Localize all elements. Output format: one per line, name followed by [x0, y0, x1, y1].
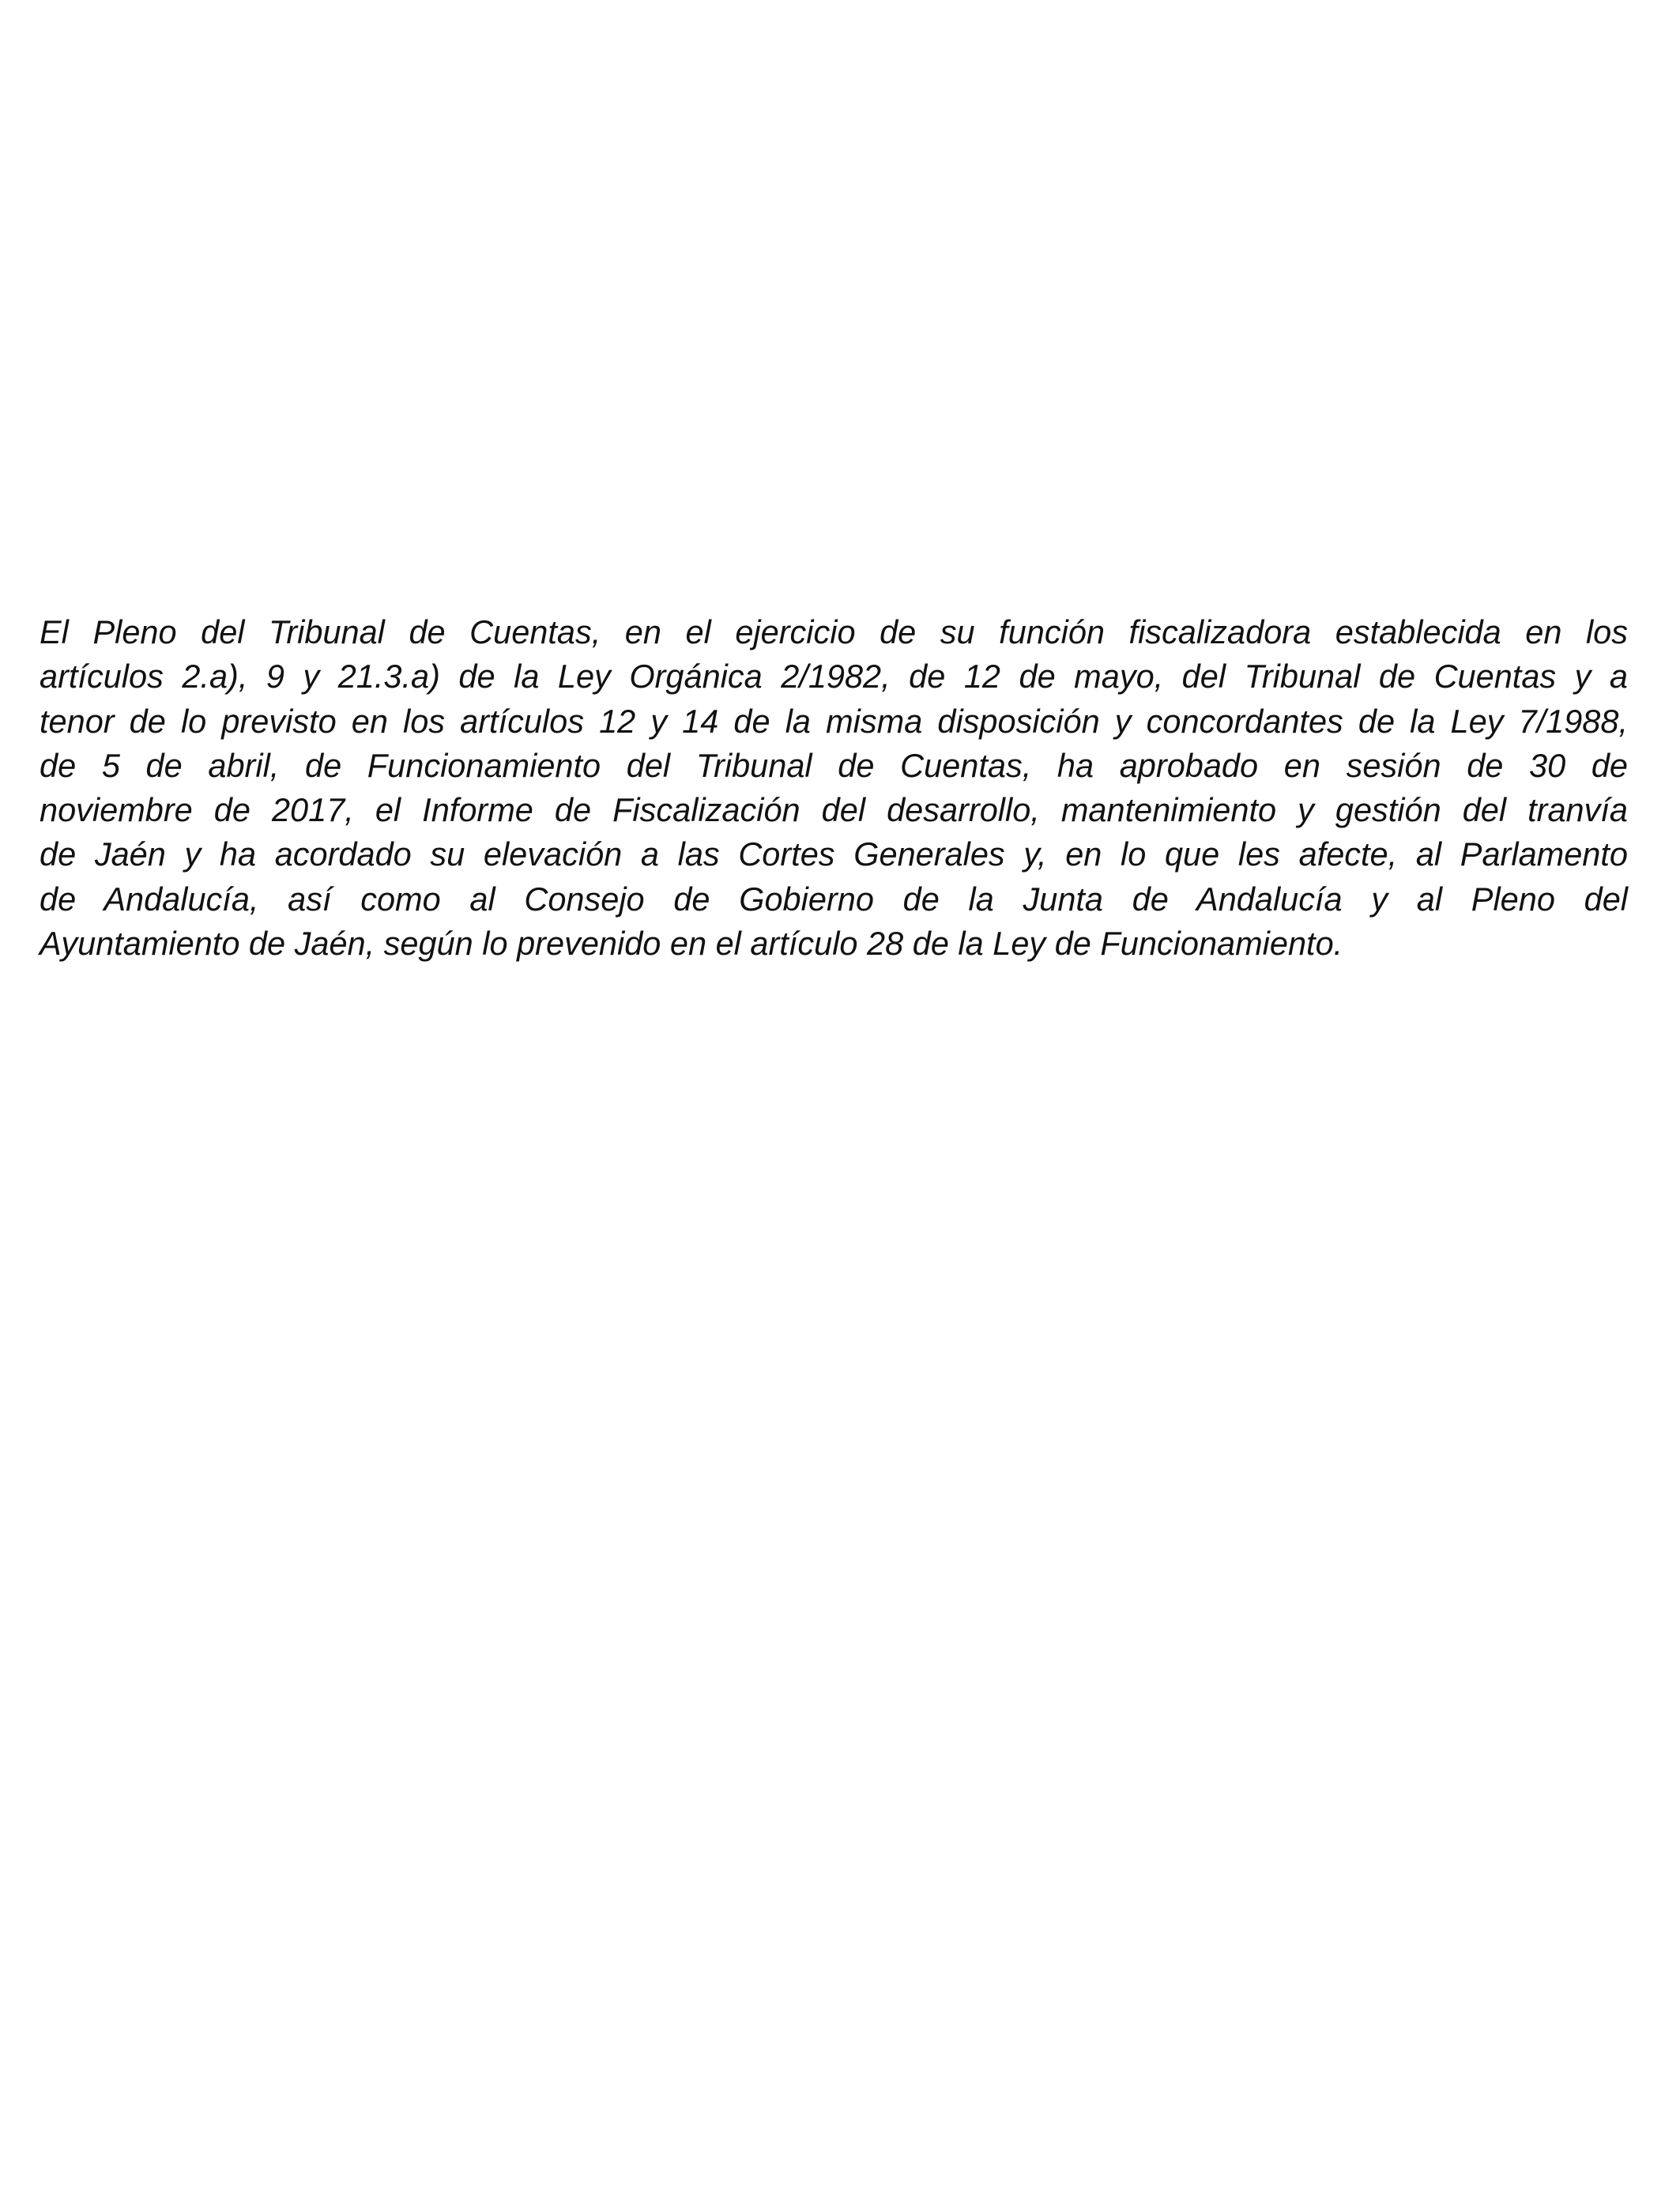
paragraph-line: Ayuntamiento de Jaén, según lo prevenido en el artículo 28 de la Ley de Funcionamiento.: [40, 925, 1343, 963]
paragraph-line: artículos 2.a), 9 y 21.3.a) de la Ley Orgánica 2/1982, de 12 de mayo, del Tribunal de Cuentas y a: [40, 658, 1628, 696]
approval-paragraph: [40, 610, 1628, 966]
paragraph-line: tenor de lo previsto en los artículos 12 y 14 de la misma disposición y concordantes de la Ley 7/1988,: [40, 702, 1628, 740]
paragraph-line: El Pleno del Tribunal de Cuentas, en el ejercicio de su función fiscalizadora establecida en los: [40, 613, 1628, 650]
paragraph-line: noviembre de 2017, el Informe de Fiscalización del desarrollo, mantenimiento y gestión del tranvía: [40, 791, 1628, 829]
paragraph-line: de Andalucía, así como al Consejo de Gobierno de la Junta de Andalucía y al Pleno del: [40, 880, 1628, 918]
paragraph-line: de Jaén y ha acordado su elevación a las Cortes Generales y, en lo que les afecte, al Parlamento: [40, 835, 1628, 873]
paragraph-line: de 5 de abril, de Funcionamiento del Tribunal de Cuentas, ha aprobado en sesión de 30 de: [40, 746, 1628, 784]
